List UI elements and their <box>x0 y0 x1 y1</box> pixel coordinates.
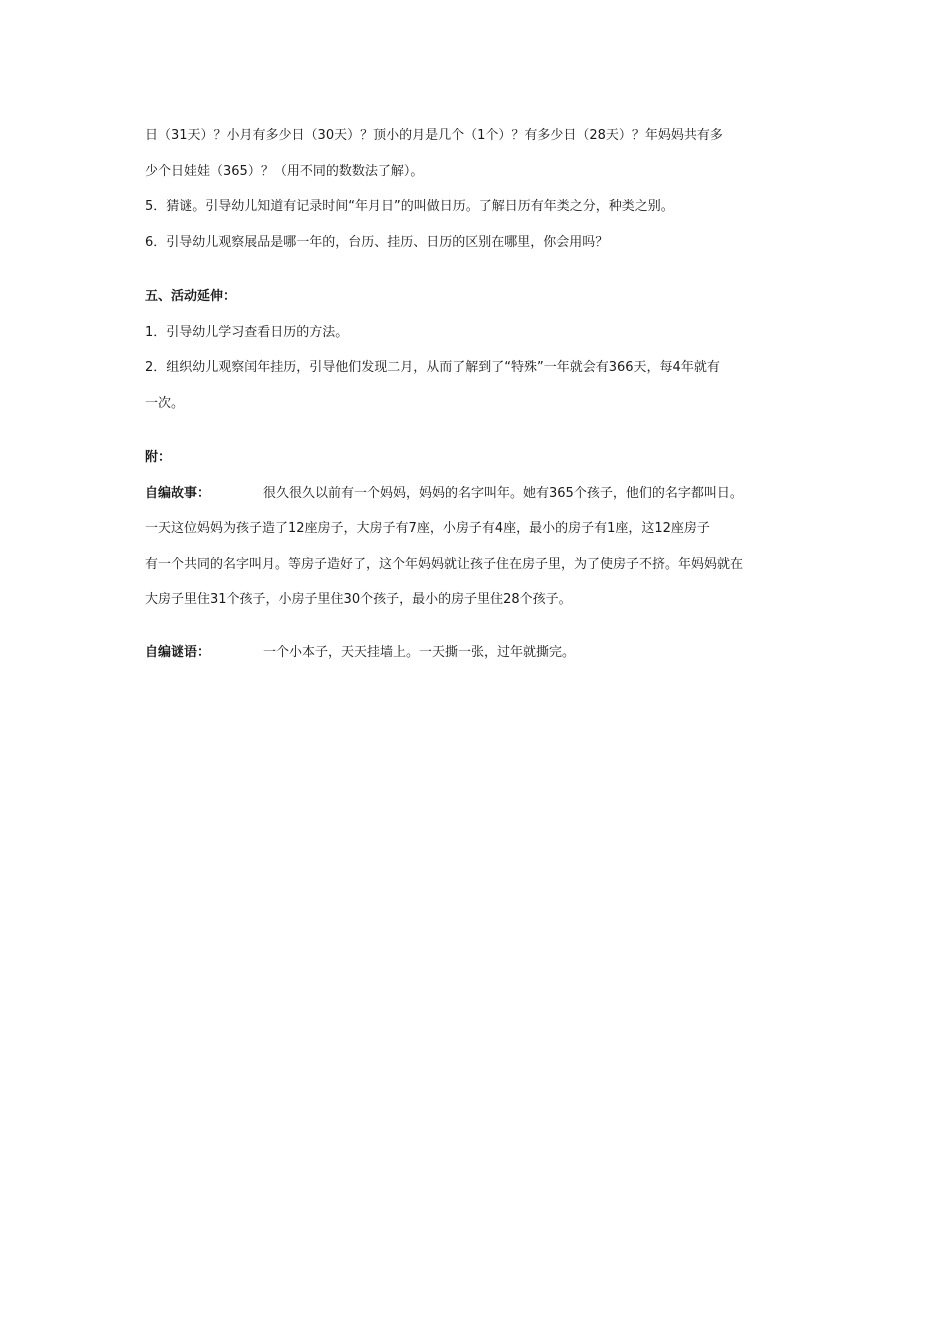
paragraph-line: 日（31天）？小月有多少日（30天）？顶小的月是几个（1个）？有多少日（28天）？年妈妈共有多 <box>145 128 723 143</box>
riddle-text: 一个小本子，天天挂墙上。一天撕一张，过年就撕完。 <box>263 644 576 660</box>
section-spacer <box>145 427 815 446</box>
story-line: 有一个共同的名字叫月。等房子造好了，这个年妈妈就让孩子住在房子里，为了使房子不挤。年妈妈就在 <box>145 556 744 572</box>
extension-heading: 五、活动延伸： <box>145 289 237 304</box>
appendix-heading: 附： <box>145 450 172 465</box>
riddle-line <box>145 641 815 677</box>
document-body <box>145 124 815 676</box>
story-line: 大房子里住31个孩子，小房子里住30个孩子，最小的房子里住28个孩子。 <box>145 592 572 607</box>
paragraph-line: 少个日娃娃（365）？（用不同的数数法了解）。 <box>145 163 424 179</box>
section-spacer <box>145 266 815 285</box>
extension-item-1: 1．引导幼儿学习查看日历的方法。 <box>145 324 349 340</box>
story-line: 一天这位妈妈为孩子造了12座房子，大房子有7座，小房子有4座，最小的房子有1座，这12座房子 <box>145 521 710 536</box>
riddle-label: 自编谜语： <box>145 644 211 660</box>
story-first-line <box>145 482 815 518</box>
story-text: 很久很久以前有一个妈妈，妈妈的名字叫年。她有365个孩子，他们的名字都叫日。 <box>263 485 743 501</box>
extension-item-2: 2．组织幼儿观察闰年挂历，引导他们发现二月，从而了解到了“特殊”一年就会有366天，每4年就有 <box>145 360 720 375</box>
step-6: 6．引导幼儿观察展品是哪一年的，台历、挂历、日历的区别在哪里，你会用吗？ <box>145 234 609 250</box>
extension-item-2-continued: 一次。 <box>145 395 185 411</box>
story-label: 自编故事： <box>145 485 211 501</box>
step-5: 5．猜谜。引导幼儿知道有记录时间“年月日”的叫做日历。了解日历有年类之分，种类之别。 <box>145 199 674 214</box>
section-spacer <box>145 624 815 641</box>
